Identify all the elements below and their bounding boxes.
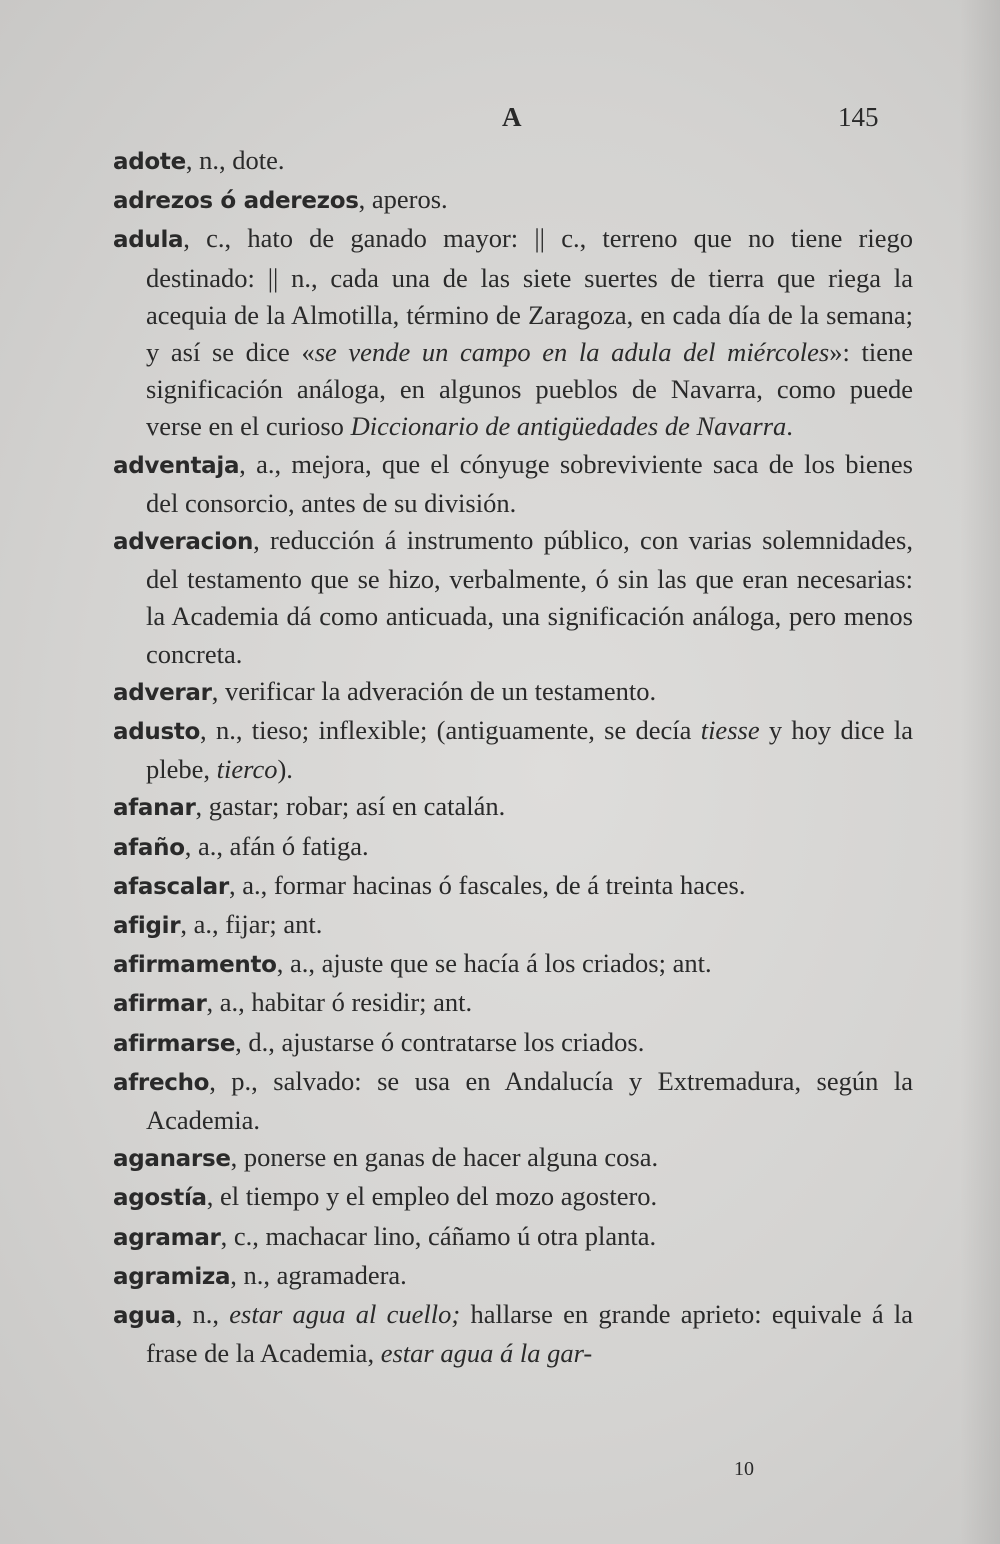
page-number: 145 <box>838 102 879 132</box>
variant-form: tierco <box>216 754 278 785</box>
definition: , a., ajuste que se hacía á los criados; ant. <box>276 948 712 979</box>
entry-afirmar <box>113 984 913 1023</box>
definition: , gastar; robar; así en catalán. <box>195 791 506 822</box>
definition: hallarse en grande aprieto: equivale á la frase de la Academia, <box>146 1299 914 1369</box>
headword: afirmar <box>113 991 207 1018</box>
headword: afaño <box>113 834 185 861</box>
definition: y hoy dice la plebe, <box>146 715 913 785</box>
headword: adventaja <box>113 452 240 479</box>
headword: afirmarse <box>113 1030 236 1057</box>
idiom-phrase: estar agua á la gar- <box>380 1338 593 1369</box>
entry-adverar <box>113 673 913 712</box>
entry-afirmarse <box>113 1024 913 1063</box>
definition: , c., hato de ganado mayor: || c., terreno que no tiene riego destinado: || n., cada una de las siete suertes de tierra que riega la acequia de la Almotilla, término de Zaragoza, en cada día de la semana; y así se dice « <box>146 223 913 368</box>
definition: , a., formar hacinas ó fascales, de á treinta haces. <box>228 869 746 900</box>
headword: afascalar <box>113 873 229 900</box>
headword: agramiza <box>113 1263 231 1290</box>
entry-afanar <box>113 788 913 827</box>
entry-agramar <box>113 1218 913 1257</box>
entry-afirmamento <box>113 945 913 984</box>
definition: , n., agramadera. <box>230 1259 407 1290</box>
definition: , c., machacar lino, cáñamo ú otra planta. <box>220 1220 657 1251</box>
definition: , n., tieso; inflexible; (antiguamente, se decía <box>200 715 701 746</box>
entry-adveracion <box>113 522 913 673</box>
entry-agramiza <box>113 1257 913 1296</box>
headword: agostía <box>113 1185 207 1212</box>
headword: afanar <box>113 795 196 822</box>
headword: agua <box>113 1303 176 1330</box>
entry-afano <box>113 828 913 867</box>
definition: , a., fijar; ant. <box>180 909 323 940</box>
headword: adrezos ó aderezos <box>113 188 359 215</box>
entry-adula <box>113 220 913 445</box>
definition: , a., mejora, que el cónyuge sobreviviente saca de los bienes del consorcio, antes de su división. <box>146 448 913 518</box>
definition: , reducción á instrumento público, con varias solemnidades, del testamento que se hizo, verbalmente, ó sin las que eran necesarias: la Academia dá como anticuada, una significación análoga, pero menos concreta. <box>146 525 913 669</box>
entry-afascalar <box>113 867 913 906</box>
entry-adusto <box>113 712 913 788</box>
entry-agostia <box>113 1178 913 1217</box>
definition: , el tiempo y el empleo del mozo agostero. <box>206 1181 658 1212</box>
definition: , ponerse en ganas de hacer alguna cosa. <box>230 1142 659 1173</box>
headword: afirmamento <box>113 952 277 979</box>
definition: , n., <box>175 1299 230 1330</box>
headword: agramar <box>113 1224 221 1251</box>
definition: , d., ajustarse ó contratarse los criados. <box>235 1026 645 1057</box>
definition: , a., afán ó fatiga. <box>184 830 369 861</box>
definition: . <box>786 411 793 442</box>
definition: ). <box>277 754 293 785</box>
printer-signature-mark: 10 <box>734 1458 754 1480</box>
cited-work: Diccionario de antigüedades de Navarra <box>350 411 787 442</box>
definition: , verificar la adveración de un testamento. <box>211 675 657 706</box>
definition: »: tiene significación análoga, en algunos pueblos de Navarra, como puede verse en el curioso <box>146 337 913 442</box>
entry-aganarse <box>113 1139 913 1178</box>
running-header <box>0 102 1000 138</box>
headword: adote <box>113 149 186 175</box>
definition: , aperos. <box>358 184 448 215</box>
dictionary-entries <box>113 142 913 1373</box>
example-phrase: se vende un campo en la adula del miércoles <box>314 337 830 368</box>
variant-form: tiesse <box>700 715 760 746</box>
page-shadow <box>960 0 1000 1544</box>
entry-afrecho <box>113 1063 913 1139</box>
headword: adverar <box>113 679 212 706</box>
entry-afigir <box>113 906 913 945</box>
entry-adote <box>113 142 913 181</box>
definition: , n., dote. <box>185 145 285 175</box>
headword: adula <box>113 227 184 254</box>
headword: afigir <box>113 913 181 940</box>
section-letter: A <box>502 102 522 132</box>
entry-adrezos <box>113 181 913 220</box>
definition: , a., habitar ó residir; ant. <box>206 987 473 1018</box>
headword: afrecho <box>113 1069 210 1096</box>
headword: adusto <box>113 719 201 746</box>
idiom-phrase: estar agua al cuello; <box>229 1299 461 1330</box>
headword: aganarse <box>113 1146 231 1173</box>
entry-adventaja <box>113 446 913 522</box>
headword: adveracion <box>113 529 254 556</box>
entry-agua <box>113 1296 913 1372</box>
definition: , p., salvado: se usa en Andalucía y Extremadura, según la Academia. <box>146 1065 913 1136</box>
